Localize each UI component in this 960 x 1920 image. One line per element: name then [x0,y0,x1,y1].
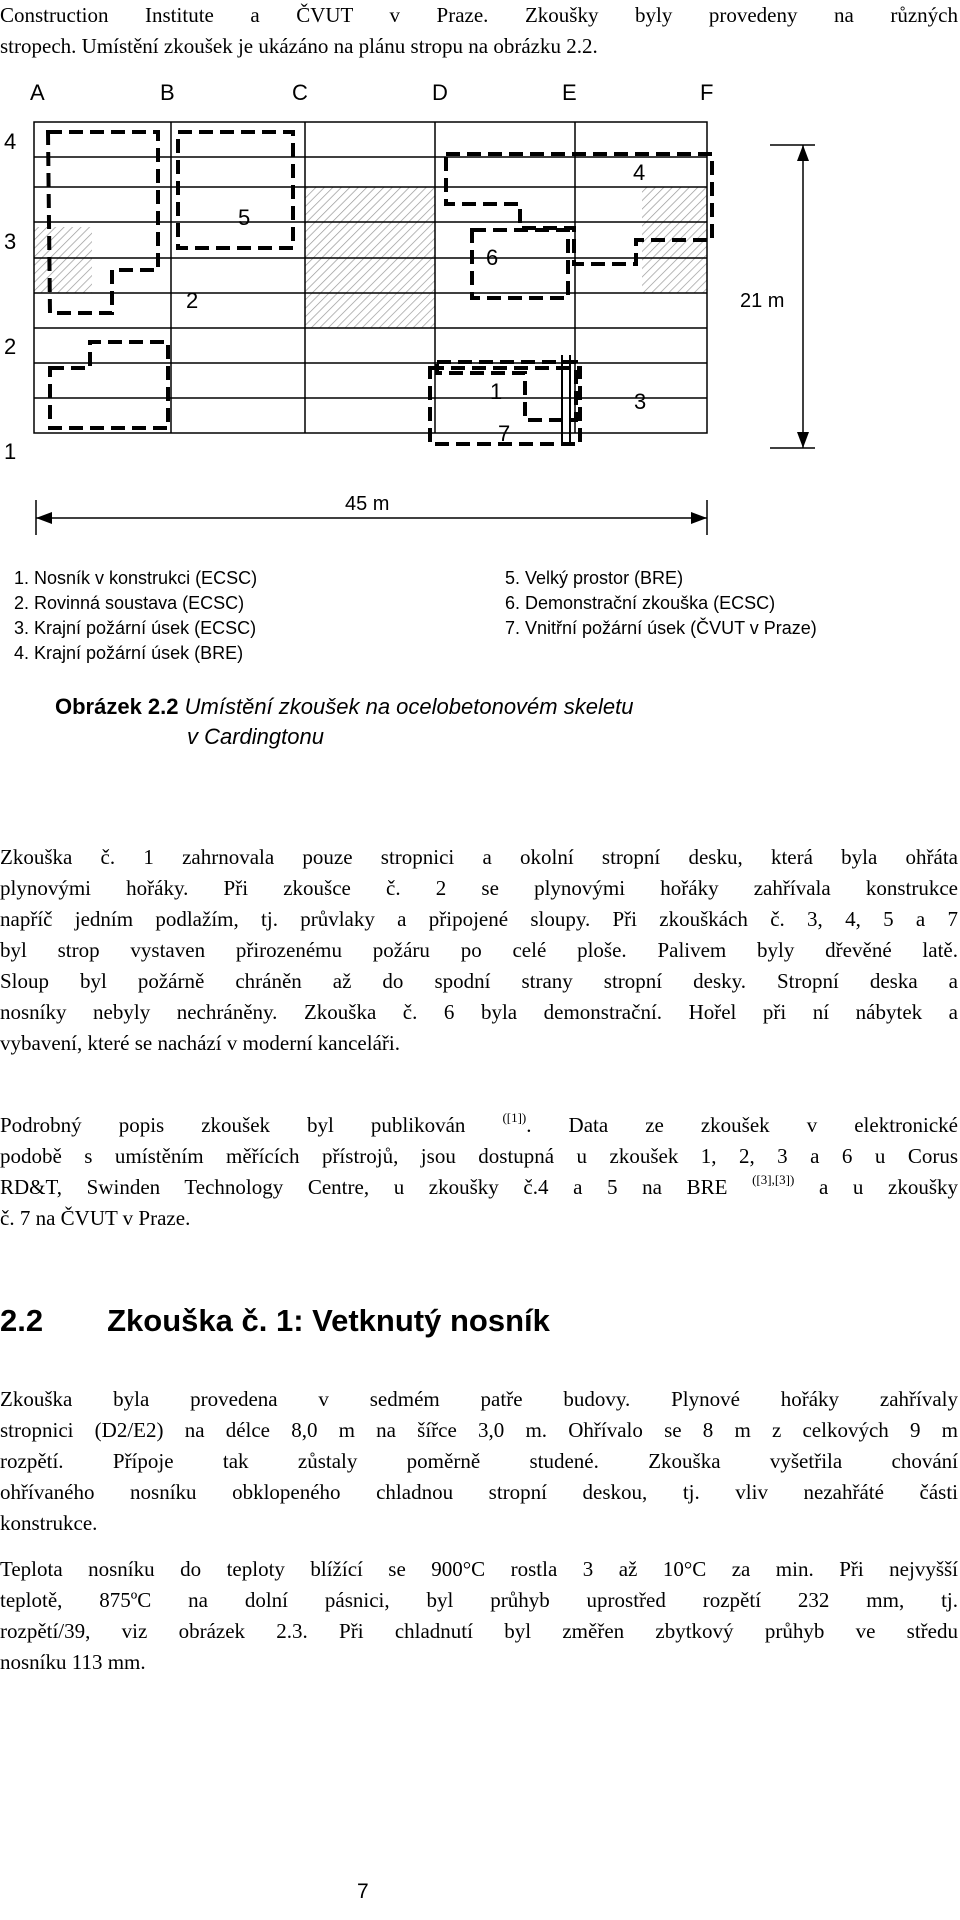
caption-text-line-2: v Cardingtonu [187,724,324,749]
legend-item-3: 3. Krajní požární úsek (ECSC) [14,618,257,638]
paragraph-1-line: byl strop vystaven přirozenému požáru po celé ploše. Palivem byly dřevěné latě. [0,938,958,962]
intro-line-2: stropech. Umístění zkoušek je ukázáno na plánu stropu na obrázku 2.2. [0,34,598,58]
paragraph-1-line: Sloup byl požárně chráněn až do spodní strany stropní desky. Stropní deska a [0,969,958,993]
column-label-e: E [562,80,577,105]
paragraph-4-line: teplotě, 875ºC na dolní pásnici, byl průhyb uprostřed rozpětí 232 mm, tj. [0,1588,958,1612]
legend-left [14,566,257,666]
column-label-d: D [432,80,448,105]
test-label-3: 3 [634,389,647,414]
legend-item-4: 4. Krajní požární úsek (BRE) [14,643,244,663]
section-heading [0,1303,550,1339]
section-number: 2.2 [0,1303,44,1338]
section-title: Zkouška č. 1: Vetknutý nosník [107,1303,550,1338]
zone-5 [178,132,293,248]
test-label-4: 4 [633,160,646,185]
column-label-a: A [30,80,45,105]
column-label-b: B [160,80,175,105]
paragraph-2-line-4: č. 7 na ČVUT v Praze. [0,1206,191,1230]
figure-caption [55,692,633,752]
legend-item-1: 1. Nosník v konstrukci (ECSC) [14,568,258,588]
test-label-7: 7 [498,421,511,446]
intro-line-1: Construction Institute a ČVUT v Praze. Zkoušky byly provedeny na různých [0,3,958,27]
legend-item-6: 6. Demonstrační zkouška (ECSC) [505,593,776,613]
paragraph-3-line: rozpětí. Přípoje tak zůstaly poměrně studené. Zkouška vyšetřila chování [0,1449,958,1473]
citation-ref-1: ([1]) [502,1110,527,1125]
column-label-f: F [700,80,714,105]
paragraph-1-line: vybavení, které se nachází v moderní kanceláři. [0,1031,400,1055]
test-label-2: 2 [186,288,199,313]
intro-paragraph [0,0,958,62]
caption-text-line-1: Umístění zkoušek na ocelobetonovém skeletu [184,694,634,719]
legend-item-5: 5. Velký prostor (BRE) [505,568,684,588]
paragraph-2-line-1: Podrobný popis zkoušek byl publikován $^{([1])}$. Data ze zkoušek v elektronické [0,1110,958,1137]
legend-right [505,566,817,641]
paragraph-1-line: nosníky nebyly nechráněny. Zkouška č. 6 byla demonstrační. Hořel při ní nábytek a [0,1000,958,1024]
zone-1 [437,362,576,420]
page-number: 7 [357,1880,369,1903]
paragraph-2-line-3: RD&T, Swinden Technology Centre, u zkoušky č.4 a 5 na BRE $^{([3],[3])}$ a u zkoušky [0,1172,958,1199]
paragraph-4 [0,1554,958,1678]
test-label-6: 6 [486,245,499,270]
citation-ref-2: ([3],[3]) [752,1172,795,1187]
paragraph-1 [0,842,958,1059]
row-label-1: 1 [4,439,17,464]
paragraph-2 [0,1110,958,1234]
column-labels [30,80,713,105]
paragraph-3-line: ohřívaného nosníku obklopeného chladnou stropní deskou, tj. vliv nezahřáté části [0,1480,958,1504]
row-label-3: 3 [4,229,17,254]
test-label-1: 1 [490,379,503,404]
caption-label: Obrázek 2.2 [55,694,179,719]
legend-item-7: 7. Vnitřní požární úsek (ČVUT v Praze) [505,618,817,638]
height-dimension-label: 21 m [740,290,785,312]
column-label-c: C [292,80,308,105]
paragraph-4-line: Teplota nosníku do teploty blížící se 900°C rostla 3 až 10°C za min. Při nejvyšší [0,1557,958,1581]
paragraph-1-line: Zkouška č. 1 zahrnovala pouze stropnici a okolní stropní desku, která byla ohřáta [0,845,958,869]
floor-plan-figure [0,70,960,545]
paragraph-4-line: rozpětí/39, viz obrázek 2.3. Při chladnutí byl změřen zbytkový průhyb ve středu [0,1619,958,1643]
paragraph-1-line: plynovými hořáky. Při zkoušce č. 2 se plynovými hořáky zahřívala konstrukce [0,876,958,900]
paragraph-2-line-2: podobě s umístěním měřících přístrojů, jsou dostupná u zkoušek 1, 2, 3 a 6 u Corus [0,1144,958,1168]
width-dimension-label: 45 m [345,493,390,515]
row-labels [4,129,16,464]
paragraph-1-line: napříč jedním podlažím, tj. průvlaky a připojené sloupy. Při zkouškách č. 3, 4, 5 a 7 [0,907,958,931]
row-label-4: 4 [4,129,17,154]
paragraph-4-line: nosníku 113 mm. [0,1650,146,1674]
paragraph-3-line: stropnici (D2/E2) na délce 8,0 m na šířce 3,0 m. Ohřívalo se 8 m z celkových 9 m [0,1418,958,1442]
zone-2-lower [50,342,168,428]
test-label-5: 5 [238,205,251,230]
paragraph-3-line: konstrukce. [0,1511,98,1535]
paragraph-3 [0,1384,958,1539]
row-label-2: 2 [4,334,17,359]
paragraph-3-line: Zkouška byla provedena v sedmém patře budovy. Plynové hořáky zahřívaly [0,1387,958,1411]
legend-item-2: 2. Rovinná soustava (ECSC) [14,593,245,613]
